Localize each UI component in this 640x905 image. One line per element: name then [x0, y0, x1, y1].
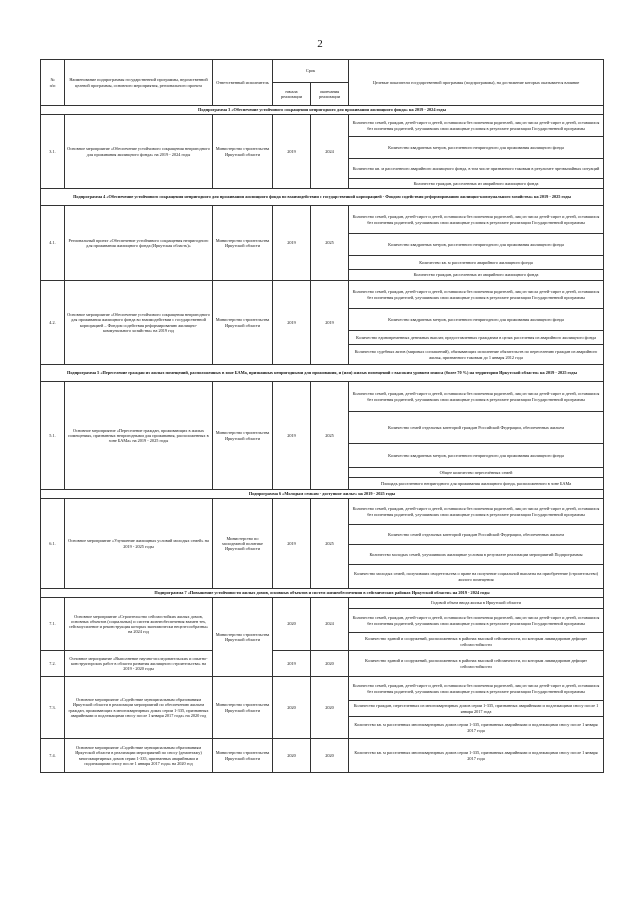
row-responsible: Министерство строительства Иркутской области	[213, 677, 273, 739]
row-start-year: 2020	[273, 739, 311, 773]
row-end-year: 2020	[311, 651, 349, 677]
target-indicator: Площадь расселенного непригодного для проживания жилищного фонда, расположенного в зоне БАМа	[349, 478, 604, 490]
target-indicator: Количество кв. м расселенного аварийного жилищного фонда, в том числе признанного таковым в результате чрезвычайных ситуаций	[349, 159, 604, 179]
col-header-term: Срок	[273, 60, 349, 83]
target-indicator: Количество кв. м расселенных многоквартирных домов серии 1-335, признанных аварийными и подлежащими сносу после 1 января 2017 года	[349, 739, 604, 773]
row-start-year: 2019	[273, 499, 311, 589]
row-number: 4.2.	[41, 281, 65, 365]
table-row	[41, 651, 604, 677]
target-indicator: Количество семей отдельных категорий граждан Российской Федерации, обеспеченных жильем	[349, 525, 604, 545]
row-responsible: Министерство строительства Иркутской области	[213, 739, 273, 773]
row-end-year: 2024	[311, 115, 349, 189]
target-indicator: Количество семей отдельных категорий граждан Российской Федерации, обеспеченных жильем	[349, 412, 604, 444]
col-header-num: № п/п	[41, 60, 65, 106]
program-table	[40, 59, 604, 773]
target-indicator: Количество семей, граждан, детей-сирот и детей, оставшихся без попечения родителей, лиц из числа детей-сирот и детей, оставшихся без попечения родителей, улучшивших свои жилищные условия в результате реализации Государственной программы	[349, 115, 604, 137]
row-start-year: 2019	[273, 382, 311, 490]
row-start-year: 2019	[273, 281, 311, 365]
table-row	[41, 115, 604, 137]
section-title: Подпрограмма 3 «Обеспечение устойчивого сокращения непригодного для проживания жилищного фонда» на 2019 - 2024 годы	[41, 106, 604, 115]
row-number: 6.1.	[41, 499, 65, 589]
target-indicator: Количество граждан, расселенных из аварийного жилищного фонда	[349, 179, 604, 189]
target-indicator: Общее количество переселённых семей	[349, 468, 604, 478]
target-indicator: Количество семей, граждан, детей-сирот и детей, оставшихся без попечения родителей, лиц из числа детей-сирот и детей, оставшихся без попечения родителей, улучшивших свои жилищные условия в результате реализации Государственной программы	[349, 499, 604, 525]
row-name: Основное мероприятие «Выполнение научно-исследовательских и опытно-конструкторских работ в области развития жилищного строительства» на 2019 - 2020 годы	[65, 651, 213, 677]
col-header-goal: Целевые показатели государственной программы (подпрограммы), на достижение которых оказывается влияние	[349, 60, 604, 106]
row-responsible: Министерство строительства Иркутской области	[213, 206, 273, 281]
row-end-year: 2025	[311, 382, 349, 490]
section-title-row	[41, 365, 604, 382]
row-name: Основное мероприятие «Переселение граждан, проживающих в жилых помещениях, признанных непригодными для проживания, расположенных в зоне БАМа» на 2019 - 2025 годы	[65, 382, 213, 490]
row-number: 7.4.	[41, 739, 65, 773]
section-title: Подпрограмма 7 «Повышение устойчивости жилых домов, основных объектов и систем жизнеобеспечения в сейсмических районах Иркутской области» на 2019 - 2024 годы	[41, 589, 604, 598]
col-header-resp: Ответственный исполнитель	[213, 60, 273, 106]
row-responsible: Министерство строительства Иркутской области	[213, 382, 273, 490]
row-responsible: Министерство по молодежной политике Иркутской области	[213, 499, 273, 589]
target-indicator: Количество семей, граждан, детей-сирот и детей, оставшихся без попечения родителей, лиц из числа детей-сирот и детей, оставшихся без попечения родителей, улучшивших свои жилищные условия в результате реализации Государственной программы	[349, 382, 604, 412]
row-number: 7.3.	[41, 677, 65, 739]
target-indicator: Количество квадратных метров, расселенного непригодного для проживания жилищного фонда	[349, 137, 604, 159]
row-start-year: 2019	[273, 115, 311, 189]
page-number: 2	[317, 38, 323, 50]
target-indicator: Количество единовременных денежных выплат, предоставленных гражданам в целях расселения из аварийного жилищного фонда	[349, 331, 604, 345]
target-indicator: Количество семей, граждан, детей-сирот и детей, оставшихся без попечения родителей, лиц из числа детей-сирот и детей, оставшихся без попечения родителей, улучшивших свои жилищные условия в результате реализации Государственной программы	[349, 609, 604, 633]
row-number: 7.1.	[41, 598, 65, 651]
table-row	[41, 382, 604, 412]
table-row	[41, 739, 604, 773]
table-row	[41, 281, 604, 309]
row-name: Основное мероприятие «Обеспечение устойчивого сокращения непригодного для проживания жилищного фонда» на 2019 - 2024 годы	[65, 115, 213, 189]
row-end-year: 2025	[311, 499, 349, 589]
target-indicator: Количество зданий и сооружений, расположенных в районах высокой сейсмичности, по которым ликвидирован дефицит сейсмостойкости	[349, 633, 604, 651]
target-indicator: Количество квадратных метров, расселенного непригодного для проживания жилищного фонда	[349, 444, 604, 468]
row-number: 7.2.	[41, 651, 65, 677]
table-row	[41, 499, 604, 525]
target-indicator: Годовой объем ввода жилья в Иркутской области	[349, 598, 604, 609]
target-indicator: Количество граждан, переселенных из многоквартирных домов серии 1-335, признанных аварийными и подлежащими сносу после 1 января 2017 года	[349, 701, 604, 717]
section-title-row	[41, 106, 604, 115]
row-number: 5.1.	[41, 382, 65, 490]
target-indicator: Количество квадратных метров, расселенного непригодного для проживания жилищного фонда	[349, 309, 604, 331]
target-indicator: Количество зданий и сооружений, расположенных в районах высокой сейсмичности, по которым ликвидирован дефицит сейсмостойкости	[349, 651, 604, 677]
row-name: Основное мероприятие «Обеспечение устойчивого сокращения непригодного для проживания жилищного фонда во взаимодействии с государственной корпорацией – Фондом содействия реформированию жилищно-коммунального хозяйства» на 2019 год	[65, 281, 213, 365]
row-responsible: Министерство строительства Иркутской области	[213, 281, 273, 365]
section-title-row	[41, 189, 604, 206]
target-indicator: Количество квадратных метров, расселенного непригодного для проживания жилищного фонда	[349, 234, 604, 256]
row-name: Основное мероприятие «Улучшение жилищных условий молодых семей» на 2019 - 2025 годы	[65, 499, 213, 589]
row-start-year: 2020	[273, 598, 311, 651]
row-name: Региональный проект «Обеспечение устойчивого сокращения непригодного для проживания жилищного фонда (Иркутская область)»	[65, 206, 213, 281]
row-end-year: 2020	[311, 739, 349, 773]
row-start-year: 2020	[273, 677, 311, 739]
target-indicator: Количество кв. м расселенного аварийного жилищного фонда	[349, 256, 604, 270]
row-number: 3.1.	[41, 115, 65, 189]
section-title-row	[41, 490, 604, 499]
row-name: Основное мероприятие «Содействие муниципальным образованиям Иркутской области в реализации мероприятий по сносу (демонтажу) многоквартирных домов серии 1-335, признанных аварийными и подлежащими сносу после 1 января 2017 года» на 2020 год	[65, 739, 213, 773]
target-indicator: Количество молодых семей, получивших свидетельства о праве на получение социальной выплаты на приобретение (строительство) жилого помещения	[349, 565, 604, 589]
col-header-end: окончания реализации	[311, 83, 349, 106]
row-number: 4.1.	[41, 206, 65, 281]
section-title: Подпрограмма 4 «Обеспечение устойчивого сокращения непригодного для проживания жилищного фонда во взаимодействии с государственной корпорацией - Фондом содействия реформированию жилищно-коммунального хозяйства» на 2019 - 2025 годы	[41, 189, 604, 206]
target-indicator: Количество семей, граждан, детей-сирот и детей, оставшихся без попечения родителей, лиц из числа детей-сирот и детей, оставшихся без попечения родителей, улучшивших свои жилищные условия в результате реализации Государственной программы	[349, 206, 604, 234]
target-indicator: Количество судебных актов (мировых соглашений), обязывающих исполнение обязательств по переселению граждан из аварийного жилья, признанного таковым до 1 января 2012 года	[349, 345, 604, 365]
section-title-row	[41, 589, 604, 598]
row-end-year: 2025	[311, 206, 349, 281]
row-responsible: Министерство строительства Иркутской области	[213, 598, 273, 677]
target-indicator: Количество кв. м расселенных многоквартирных домов серии 1-335, признанных аварийными и подлежащими сносу после 1 января 2017 года	[349, 717, 604, 739]
row-name: Основное мероприятие «Строительство сейсмостойких жилых домов, основных объектов (социальных) и систем жизнеобеспечения взамен тех, сейсмоусиление и реконструкция которых экономически нецелесообразны» на 2024 год	[65, 598, 213, 651]
col-header-name: Наименование подпрограммы государственной программы, ведомственной целевой программы, основного мероприятия, регионального проекта	[65, 60, 213, 106]
target-indicator: Количество граждан, расселенных из аварийного жилищного фонда	[349, 270, 604, 281]
table-row	[41, 598, 604, 609]
row-end-year: 2020	[311, 677, 349, 739]
target-indicator: Количество семей, граждан, детей-сирот и детей, оставшихся без попечения родителей, лиц из числа детей-сирот и детей, оставшихся без попечения родителей, улучшивших свои жилищные условия в результате реализации Государственной программы	[349, 677, 604, 701]
row-end-year: 2019	[311, 281, 349, 365]
section-title: Подпрограмма 5 «Переселение граждан из жилых помещений, расположенных в зоне БАМа, признанных непригодными для проживания, и (или) жилых помещений с высоким уровнем износа (более 70 %) на территории Иркутской области» на 2019 - 2025 годы	[41, 365, 604, 382]
col-header-start: начала реализации	[273, 83, 311, 106]
table-row	[41, 206, 604, 234]
table-row	[41, 677, 604, 701]
row-responsible: Министерство строительства Иркутской области	[213, 115, 273, 189]
row-name: Основное мероприятие «Содействие муниципальным образованиям Иркутской области в реализации мероприятий по обеспечению жильем граждан, проживающих в многоквартирных домах серии 1-335, признанных аварийными и подлежащими сносу после 1 января 2017 года» на 2020 год	[65, 677, 213, 739]
row-end-year: 2024	[311, 598, 349, 651]
target-indicator: Количество молодых семей, улучшивших жилищные условия в результате реализации мероприятий Подпрограммы	[349, 545, 604, 565]
section-title: Подпрограмма 6 «Молодым семьям - доступное жилье» на 2019 - 2025 годы	[41, 490, 604, 499]
header-row	[41, 60, 604, 83]
row-start-year: 2019	[273, 651, 311, 677]
row-start-year: 2019	[273, 206, 311, 281]
target-indicator: Количество семей, граждан, детей-сирот и детей, оставшихся без попечения родителей, лиц из числа детей-сирот и детей, оставшихся без попечения родителей, улучшивших свои жилищные условия в результате реализации Государственной программы	[349, 281, 604, 309]
